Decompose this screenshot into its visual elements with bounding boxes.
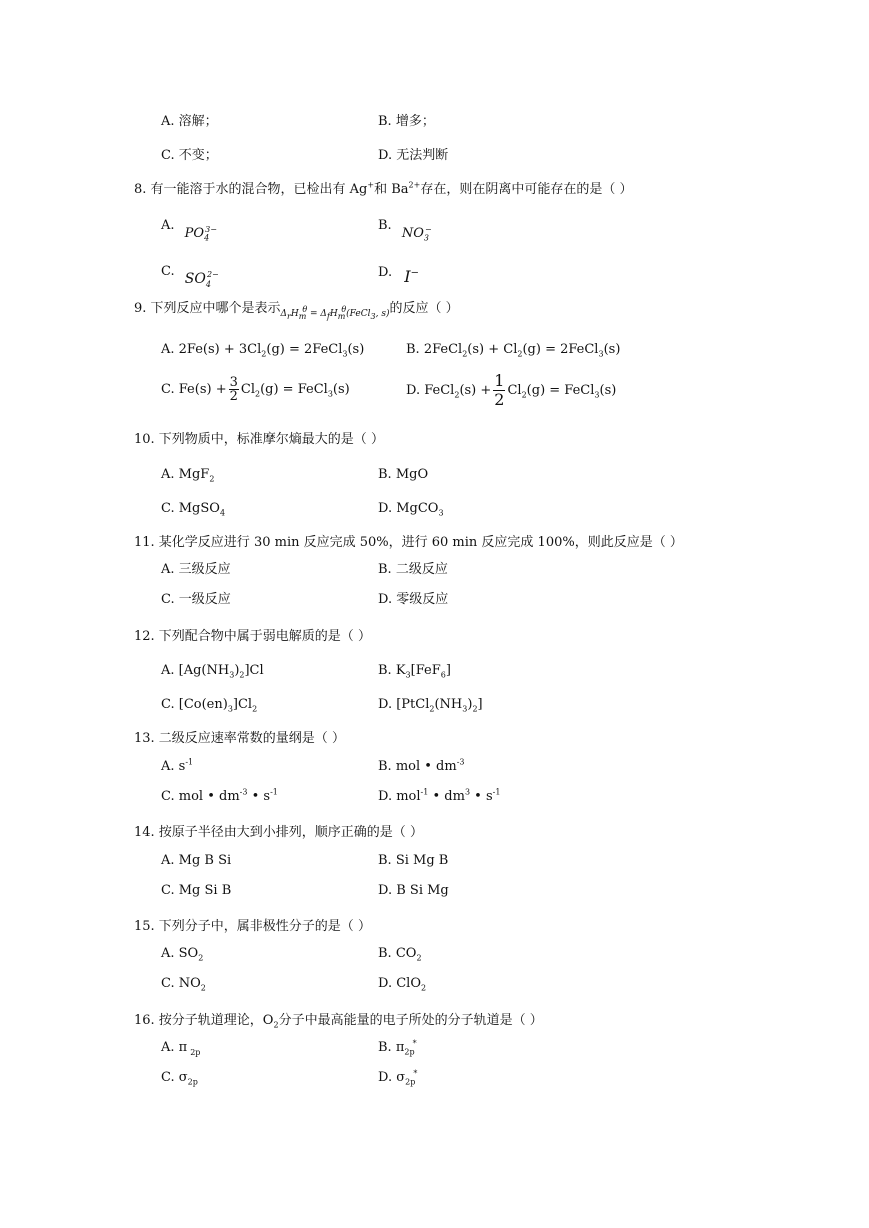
q9-option-c: C. Fe(s) + $\frac{3}{2}$ $Cl_2(g)$ = FeCl$_3$(s) <box>161 375 350 404</box>
q14-option-b: B. Si Mg B <box>378 853 449 868</box>
q8-option-c: C. $SO_4^{2-}$ <box>161 264 219 289</box>
q13-option-a: A. $s^{-1}$ <box>161 757 194 774</box>
q8-stem: 8. 有一能溶于水的混合物，已检出有 Ag+和 $Ba^{2+}$存在，则在阴离中可能存在的是（ ） <box>134 180 633 197</box>
q11-option-a: A. 三级反应 <box>161 562 231 577</box>
q9-option-a: A. $2Fe(s) + 3Cl_2(g)$ = 2FeCl$_3$(s) <box>161 342 365 359</box>
q16-option-d: D. $\sigma_{2p}^*$ <box>378 1068 418 1087</box>
q12-option-b: B. $K_3[FeF_6]$ <box>378 663 451 680</box>
q9-fraction-d: $\frac{1}{2}$ <box>494 371 505 409</box>
q9-enthalpy-expression: ΔrHmθ = ΔfHmθ(FeCl3, s) <box>280 305 390 321</box>
q10-option-d: D. MgCO$_3$ <box>378 501 444 518</box>
q11-stem: 11. 某化学反应进行 30 min 反应完成 50%，进行 60 min 反应完成 100%，则此反应是（ ） <box>134 535 683 550</box>
q7-option-d: D. 无法判断 <box>378 148 449 163</box>
q11-option-b: B. 二级反应 <box>378 562 448 577</box>
q8-option-b: B. $NO_3^-$ <box>378 218 432 243</box>
q10-option-a: A. MgF$_2$ <box>161 467 215 484</box>
q16-option-b: B. $\pi_{2p}^*$ <box>378 1038 417 1057</box>
q11-option-c: C. 一级反应 <box>161 592 231 607</box>
q8-option-a: A. $PO_4^{3-}$ <box>161 218 217 243</box>
q16-option-a: A. π $_{2p}$ <box>161 1040 201 1057</box>
q9-option-d: D. FeCl$_2$(s) + $\frac{1}{2}$ $Cl_2(g)$ = FeCl$_3$(s) <box>406 371 617 409</box>
q15-option-c: C. $NO_2$ <box>161 976 206 993</box>
q16-stem: 16. 按分子轨道理论，$O_2$分子中最高能量的电子所处的分子轨道是（ ） <box>134 1013 543 1030</box>
q13-option-d: D. mol$^{-1}$ • $dm^3$ • $s^{-1}$ <box>378 787 501 804</box>
q7-option-a: A. 溶解； <box>161 114 218 129</box>
q7-option-c: C. 不变； <box>161 148 218 163</box>
q16-option-c: C. $\sigma_{2p}$ <box>161 1070 198 1087</box>
q10-option-c: C. MgSO$_4$ <box>161 501 226 518</box>
q11-option-d: D. 零级反应 <box>378 592 449 607</box>
q9-stem: 9. 下列反应中哪个是表示$_{\Delta_rH_m^\theta = \Delta_fH_m^\theta(FeCl_3, s)}$的反应（ ） <box>134 301 459 321</box>
q10-stem: 10. 下列物质中，标准摩尔熵最大的是（ ） <box>134 432 384 447</box>
q12-stem: 12. 下列配合物中属于弱电解质的是（ ） <box>134 629 371 644</box>
q13-stem: 13. 二级反应速率常数的量纲是（ ） <box>134 731 345 746</box>
q12-option-d: D. $[PtCl_2(NH_3)_2]$ <box>378 697 483 714</box>
q12-option-a: A. $[Ag(NH_3)_2]Cl$ <box>161 663 264 680</box>
q8-option-d: D. I− <box>378 265 419 286</box>
q9-fraction-c: $\frac{3}{2}$ <box>229 375 238 404</box>
q9-option-b: B. 2FeCl$_2$(s) + $Cl_2(g)$ = 2FeCl$_3$(s) <box>406 342 621 359</box>
q14-option-a: A. Mg B Si <box>161 853 232 868</box>
q14-option-d: D. B Si Mg <box>378 883 449 898</box>
q15-option-d: D. ClO$_2$ <box>378 976 427 993</box>
q15-option-a: A. $SO_2$ <box>161 946 204 963</box>
q7-option-b: B. 增多； <box>378 114 435 129</box>
q13-option-c: C. mol • $dm^{-3}$ • $s^{-1}$ <box>161 787 278 804</box>
q14-option-c: C. Mg Si B <box>161 883 232 898</box>
q12-option-c: C. $[Co(en)_3]Cl_2$ <box>161 697 258 714</box>
q14-stem: 14. 按原子半径由大到小排列，顺序正确的是（ ） <box>134 825 423 840</box>
q15-option-b: B. $CO_2$ <box>378 946 422 963</box>
q10-option-b: B. MgO <box>378 467 429 482</box>
q13-option-b: B. mol • $dm^{-3}$ <box>378 757 465 774</box>
q15-stem: 15. 下列分子中，属非极性分子的是（ ） <box>134 919 371 934</box>
